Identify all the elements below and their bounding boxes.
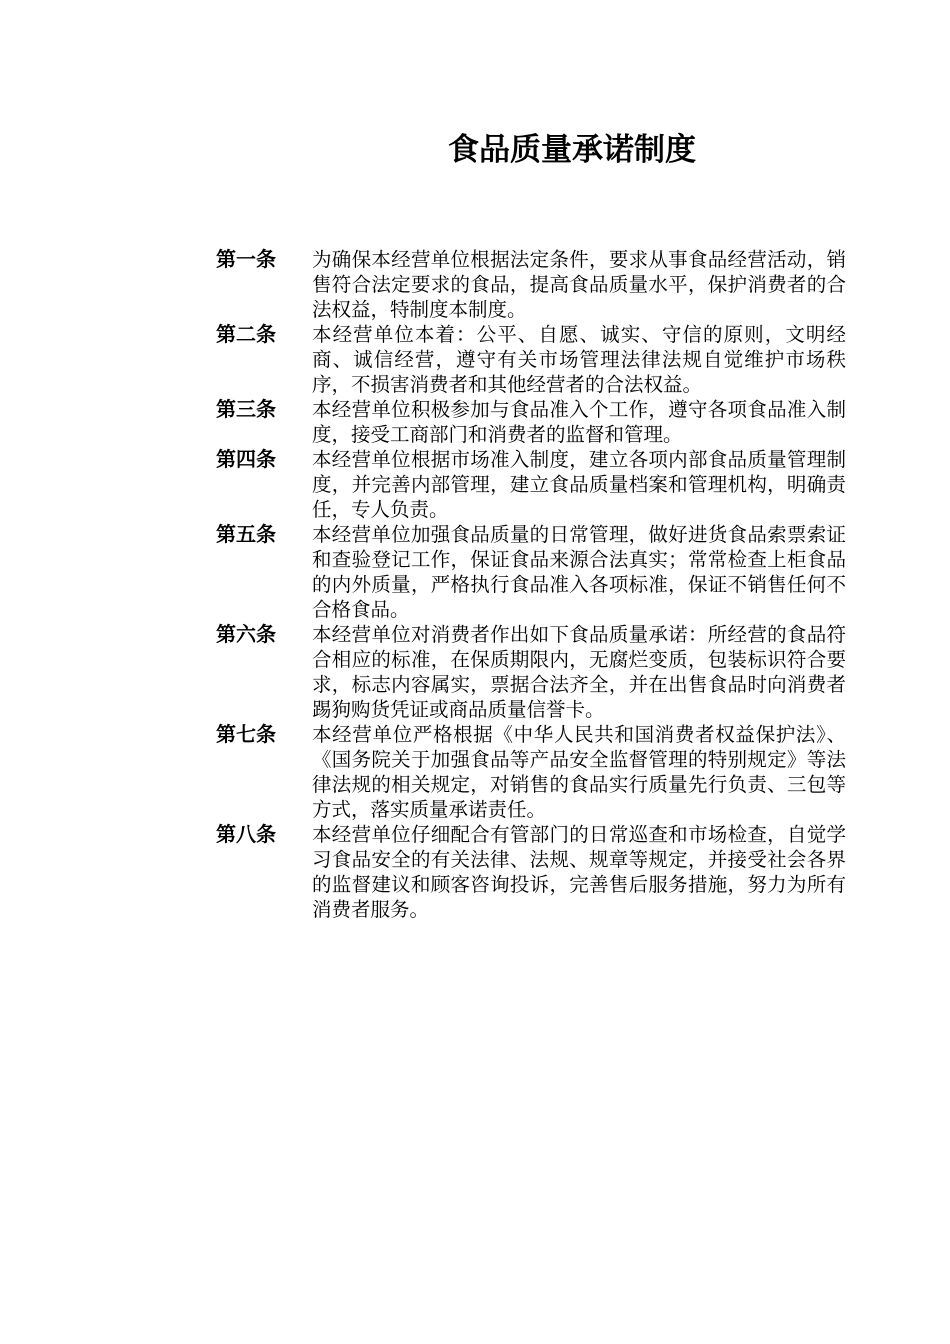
article-label: 第二条 bbox=[216, 322, 276, 346]
article-2 bbox=[216, 322, 850, 397]
article-label: 第六条 bbox=[216, 622, 276, 646]
article-label: 第五条 bbox=[216, 522, 276, 546]
document-title: 食品质量承诺制度 bbox=[448, 132, 696, 168]
article-label: 第七条 bbox=[216, 722, 276, 746]
article-text: 本经营单位对消费者作出如下食品质量承诺：所经营的食品符合相应的标准，在保质期限内，无腐烂变质，包装标识符合要求，标志内容属实，票据合法齐全，并在出售食品时向消费者踢狗购货凭证或商品质量信誉卡。 bbox=[312, 623, 846, 721]
article-text: 本经营单位根据市场准入制度，建立各项内部食品质量管理制度，并完善内部管理，建立食品质量档案和管理机构，明确责任，专人负责。 bbox=[312, 448, 846, 521]
article-list bbox=[216, 247, 850, 922]
article-label: 第八条 bbox=[216, 822, 276, 846]
article-5 bbox=[216, 522, 850, 622]
article-4 bbox=[216, 447, 850, 522]
article-text: 本经营单位仔细配合有管部门的日常巡查和市场检查，自觉学习食品安全的有关法律、法规、规章等规定，并接受社会各界的监督建议和顾客咨询投诉，完善售后服务措施，努力为所有消费者服务。 bbox=[312, 823, 846, 921]
article-3 bbox=[216, 397, 850, 447]
article-text: 为确保本经营单位根据法定条件，要求从事食品经营活动，销售符合法定要求的食品，提高食品质量水平，保护消费者的合法权益，特制度本制度。 bbox=[312, 248, 846, 321]
article-text: 本经营单位严格根据《中华人民共和国消费者权益保护法》、《国务院关于加强食品等产品安全监督管理的特别规定》等法律法规的相关规定，对销售的食品实行质量先行负责、三包等方式，落实质量承诺责任。 bbox=[312, 723, 846, 821]
article-text: 本经营单位积极参加与食品准入个工作，遵守各项食品准入制度，接受工商部门和消费者的监督和管理。 bbox=[312, 398, 846, 446]
article-text: 本经营单位本着：公平、自愿、诚实、守信的原则，文明经商、诚信经营，遵守有关市场管理法律法规自觉维护市场秩序，不损害消费者和其他经营者的合法权益。 bbox=[312, 323, 846, 396]
article-label: 第四条 bbox=[216, 447, 276, 471]
article-label: 第三条 bbox=[216, 397, 276, 421]
article-6 bbox=[216, 622, 850, 722]
article-1 bbox=[216, 247, 850, 322]
article-text: 本经营单位加强食品质量的日常管理，做好进货食品索票索证和查验登记工作，保证食品来源合法真实；常常检查上柜食品的内外质量，严格执行食品准入各项标准，保证不销售任何不合格食品。 bbox=[312, 523, 846, 621]
article-7 bbox=[216, 722, 850, 822]
article-8 bbox=[216, 822, 850, 922]
article-label: 第一条 bbox=[216, 247, 276, 271]
